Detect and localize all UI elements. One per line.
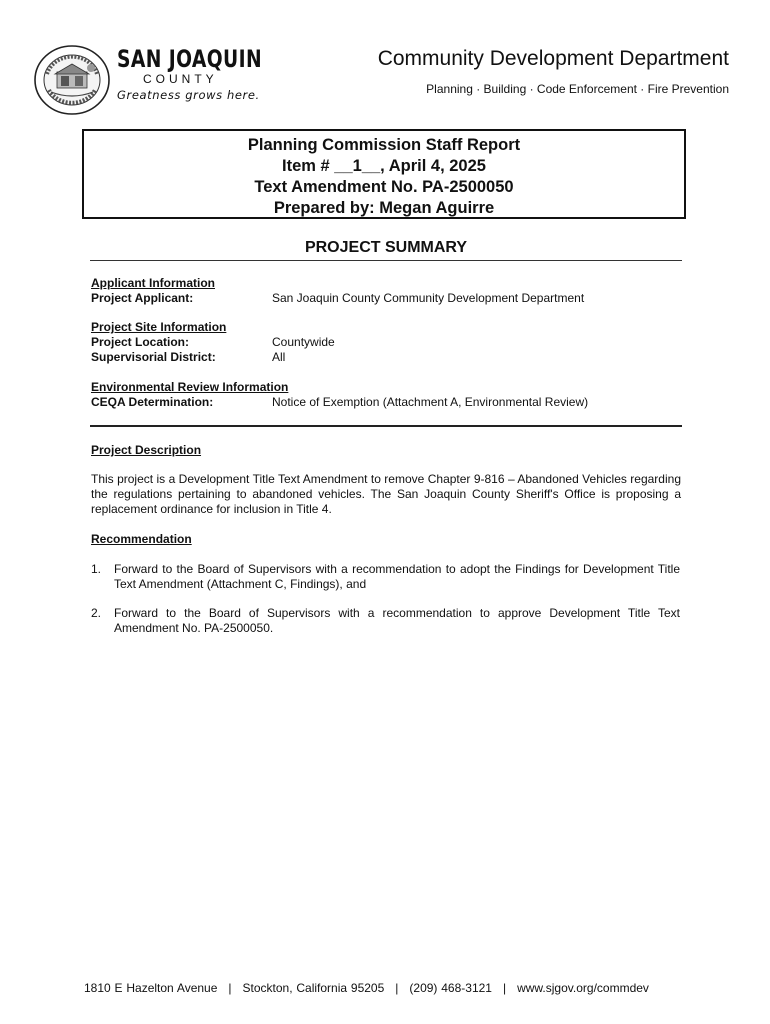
- page-footer: [84, 981, 649, 995]
- project-description-heading: Project Description: [91, 443, 202, 457]
- department-divisions: Planning · Building · Code Enforcement · Fire Prevention: [426, 82, 729, 96]
- divider: [90, 260, 682, 261]
- footer-separator: |: [502, 981, 507, 995]
- footer-website-link[interactable]: www.sjgov.org/commdev: [517, 981, 649, 995]
- report-item-date: Item # __1__, April 4, 2025: [282, 157, 486, 175]
- county-name: SAN JOAQUIN: [117, 45, 263, 73]
- supervisorial-district-label: Supervisorial District:: [91, 350, 216, 364]
- project-location-value: Countywide: [272, 335, 335, 349]
- department-title: Community Development Department: [377, 47, 729, 70]
- county-word: COUNTY: [143, 72, 218, 86]
- divider: [90, 425, 682, 427]
- report-preparer: Prepared by: Megan Aguirre: [273, 199, 495, 217]
- footer-address: 1810 E Hazelton Avenue: [84, 981, 218, 995]
- project-applicant-value: San Joaquin County Community Development Department: [272, 291, 585, 305]
- recommendation-number: 2.: [91, 606, 102, 620]
- env-review-heading: Environmental Review Information: [91, 380, 289, 394]
- county-seal-logo: [33, 44, 111, 116]
- supervisorial-district-value: All: [272, 350, 286, 364]
- footer-separator: |: [228, 981, 232, 995]
- ceqa-label: CEQA Determination:: [91, 395, 214, 409]
- recommendation-item: Forward to the Board of Supervisors with a recommendation to adopt the Findings for Development Title Text Amendment (Attachment C, Findings), and: [114, 562, 680, 591]
- project-description-text: This project is a Development Title Text Amendment to remove Chapter 9-816 – Abandoned Vehicles regarding the regulations pertaining to abandoned vehicles. The San Joaquin County Sheriff's Office is proposing a replacement ordinance for inclusion in Title 4.: [91, 472, 681, 516]
- footer-separator: |: [395, 981, 399, 995]
- county-tagline: Greatness grows here.: [117, 88, 260, 102]
- recommendation-item: Forward to the Board of Supervisors with a recommendation to approve Development Title Text Amendment No. PA-2500050.: [114, 606, 680, 635]
- site-info-heading: Project Site Information: [91, 320, 227, 334]
- ceqa-value: Notice of Exemption (Attachment A, Environmental Review): [272, 395, 589, 409]
- project-summary-heading: PROJECT SUMMARY: [304, 239, 468, 256]
- recommendation-heading: Recommendation: [91, 532, 192, 546]
- footer-city: Stockton, California 95205: [242, 981, 385, 995]
- project-location-label: Project Location:: [91, 335, 190, 349]
- county-wordmark: [117, 46, 267, 103]
- recommendation-number: 1.: [91, 562, 102, 576]
- project-applicant-label: Project Applicant:: [91, 291, 194, 305]
- report-amendment-number: Text Amendment No. PA-2500050: [254, 178, 514, 196]
- applicant-info-heading: Applicant Information: [91, 276, 215, 290]
- footer-phone: (209) 468-3121: [409, 981, 492, 995]
- report-title-box: [82, 129, 686, 219]
- report-title: Planning Commission Staff Report: [247, 136, 521, 154]
